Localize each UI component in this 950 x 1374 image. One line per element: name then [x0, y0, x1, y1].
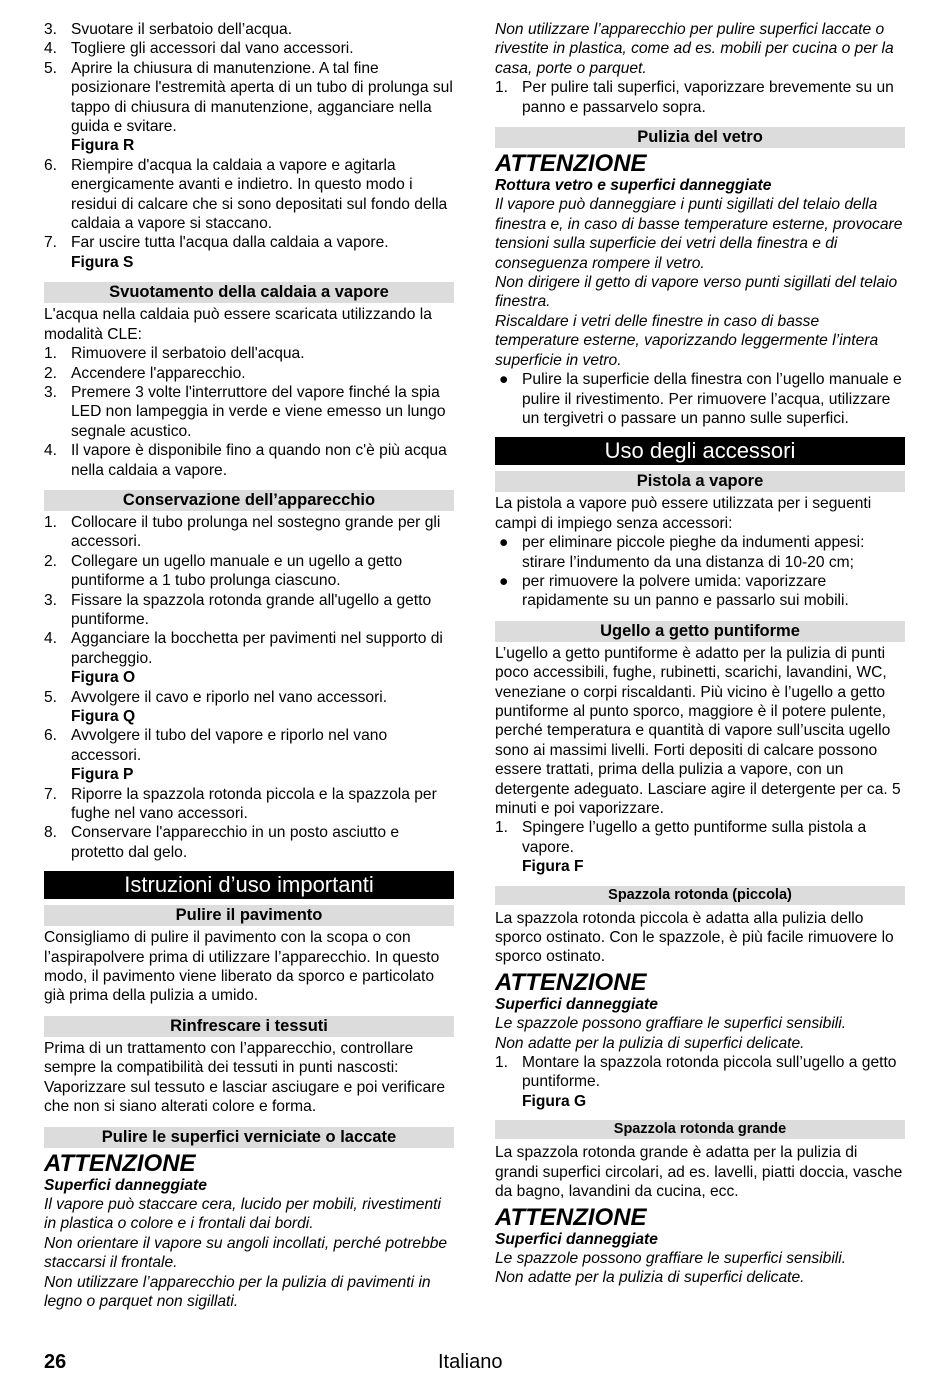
steps-list: [44, 344, 454, 480]
steps-list: [495, 78, 905, 117]
list-number: 1.: [495, 819, 509, 837]
list-item: [495, 78, 905, 117]
list-number: 1.: [44, 513, 58, 531]
list-number: 5.: [44, 59, 58, 77]
bullet-icon: ●: [499, 572, 509, 590]
steps-list: [495, 1053, 905, 1111]
list-number: 7.: [44, 785, 58, 803]
list-item-text: Svuotare il serbatoio dell’acqua.: [71, 21, 293, 38]
list-item: [44, 629, 454, 687]
list-item-text: Collegare un ugello manuale e un ugello a getto puntiforme a 1 tubo prolunga ciascuno.: [71, 552, 403, 590]
list-item: [44, 513, 454, 552]
list-item-text: Aprire la chiusura di manutenzione. A tal fine posizionare l'estremità aperta di un tubo di prolunga sul tappo di chiusura di manutenzione, agganciare nella guida e svitare.: [71, 59, 453, 136]
list-item-text: Fissare la spazzola rotonda grande all'ugello a getto puntiforme.: [71, 591, 432, 628]
list-number: 6.: [44, 727, 58, 745]
warning-subtitle: Superfici danneggiate: [495, 995, 658, 1013]
warning-heading: ATTENZIONE: [44, 1149, 196, 1177]
steps-list: [44, 513, 454, 862]
steps-list: [495, 818, 905, 876]
figure-reference: Figura O: [71, 669, 136, 687]
list-number: 1.: [495, 79, 509, 97]
list-item-text: Montare la spazzola rotonda piccola sull’ugello a getto puntiforme.: [522, 1054, 897, 1091]
subsection-title-spazzola-piccola: Spazzola rotonda (piccola): [495, 886, 905, 905]
figure-reference: Figura P: [71, 766, 134, 784]
list-item-text: Spingere l’ugello a getto puntiforme sulla pistola a vapore.: [522, 819, 867, 856]
bullet-item: [495, 533, 905, 572]
chapter-title-istruzioni: Istruzioni d’uso importanti: [44, 871, 454, 899]
subsection-title-spazzola-grande: Spazzola rotonda grande: [495, 1120, 905, 1139]
list-number: 7.: [44, 234, 58, 252]
figure-reference: Figura G: [522, 1092, 587, 1110]
list-item: [495, 818, 905, 876]
warning-text: Non adatte per la pulizia di superfici delicate.: [495, 1269, 805, 1287]
paragraph: La spazzola rotonda grande è adatta per la pulizia di grandi superfici circolari, ad es. lavelli, piatti doccia, vasche da bagno, lavandini da cucina, ecc.: [495, 1144, 903, 1201]
list-number: 8.: [44, 824, 58, 842]
bullet-list: [495, 533, 905, 611]
warning-text: Il vapore può danneggiare i punti sigillati del telaio della finestra e, in caso di basse temperature esterne, provocare tensioni sulla superficie dei vetri della finestra e di conseguenza rompere il vetro.: [495, 196, 903, 272]
warning-text: Non dirigere il getto di vapore verso punti sigillati del telaio finestra.: [495, 274, 898, 311]
list-item: [44, 591, 454, 630]
bullet-text: per eliminare piccole pieghe da indumenti appesi: stirare l’indumento da una distanza di 10-20 cm;: [522, 534, 865, 571]
chapter-title-uso-accessori: Uso degli accessori: [495, 437, 905, 465]
list-item: [44, 233, 454, 272]
warning-heading: ATTENZIONE: [495, 150, 647, 178]
bullet-text: Pulire la superficie della finestra con l’ugello manuale e pulire il rivestimento. Per rimuovere l’acqua, utilizzare un tergivetri o passare un panno sulle superfici.: [522, 371, 902, 427]
list-item-text: Riempire d'acqua la caldaia a vapore e agitarla energicamente avanti e indietro. In questo modo i residui di calcare che si sono depositati sul fondo della caldaia a vapore si staccano.: [71, 156, 448, 233]
list-number: 4.: [44, 442, 58, 460]
list-number: 3.: [44, 591, 58, 609]
list-item: [44, 785, 454, 824]
list-item: [44, 441, 454, 480]
list-item: [44, 688, 454, 727]
list-number: 1.: [44, 345, 58, 363]
paragraph: Consigliamo di pulire il pavimento con la scopa o con l’aspirapolvere prima di utilizzare l’apparecchio. In questo modo, il pavimento viene liberato da sporco e particolato già prima della pulizia a umido.: [44, 929, 440, 1005]
bullet-icon: ●: [499, 534, 509, 552]
warning-text: Non utilizzare l’apparecchio per pulire superfici laccate o rivestite in plastica, come ad es. mobili per cucina o per la casa, porte o parquet.: [495, 21, 894, 77]
list-number: 5.: [44, 688, 58, 706]
list-number: 4.: [44, 40, 58, 58]
list-item-text: Riporre la spazzola rotonda piccola e la spazzola per fughe nel vano accessori.: [71, 785, 437, 823]
figure-reference: Figura S: [71, 253, 134, 271]
list-item: [44, 59, 454, 156]
paragraph: La spazzola rotonda piccola è adatta alla pulizia dello sporco ostinato. Con le spazzole, è più facile rimuovere lo sporco ostinato.: [495, 909, 894, 966]
language-label: Italiano: [438, 1351, 503, 1373]
warning-heading: ATTENZIONE: [495, 968, 647, 996]
list-item: [44, 726, 454, 784]
list-number: 6.: [44, 156, 58, 174]
warning-text: Le spazzole possono graffiare le superfici sensibili.: [495, 1015, 847, 1033]
list-item: [44, 552, 454, 591]
list-item-text: Accendere l'apparecchio.: [71, 364, 246, 382]
warning-subtitle: Superfici danneggiate: [44, 1176, 207, 1194]
list-item: [44, 383, 454, 441]
section-title-pavimento: Pulire il pavimento: [44, 905, 454, 926]
list-item-text: Avvolgere il tubo del vapore e riporlo nel vano accessori.: [71, 727, 388, 764]
list-item-text: Rimuovere il serbatoio dell'acqua.: [71, 345, 305, 363]
figure-reference: Figura Q: [71, 708, 136, 725]
list-item: [44, 20, 454, 39]
warning-text: Riscaldare i vetri delle finestre in caso di basse temperature esterne, vaporizzando leggermente l’intera superficie in vetro.: [495, 312, 879, 369]
list-item-text: Conservare l'apparecchio in un posto asciutto e protetto dal gelo.: [71, 824, 400, 861]
bullet-text: per rimuovere la polvere umida: vaporizzare rapidamente su un panno e passarlo sui mobili.: [522, 572, 849, 610]
warning-heading: ATTENZIONE: [495, 1203, 647, 1231]
list-number: 3.: [44, 383, 58, 401]
list-item: [44, 344, 454, 363]
section-title-ugello: Ugello a getto puntiforme: [495, 621, 905, 642]
paragraph: Prima di un trattamento con l’apparecchio, controllare sempre la compatibilità dei tessuti in punti nascosti: Vaporizzare sul tessuto e lasciar asciugare e poi verificare che non si siano alterati colore e forma.: [44, 1039, 446, 1116]
bullet-icon: ●: [499, 371, 509, 389]
section-title-pistola: Pistola a vapore: [495, 471, 905, 492]
list-number: 1.: [495, 1054, 509, 1072]
list-number: 2.: [44, 552, 58, 570]
list-item-text: Avvolgere il cavo e riporlo nel vano accessori.: [71, 688, 388, 706]
list-item-text: Il vapore è disponibile fino a quando non c'è più acqua nella caldaia a vapore.: [71, 442, 447, 479]
list-item-text: Agganciare la bocchetta per pavimenti nel supporto di parcheggio.: [71, 630, 443, 667]
paragraph: L’ugello a getto puntiforme è adatto per la pulizia di punti poco accessibili, fughe, rubinetti, scarichi, lavandini, WC, veneziane o corpi riscaldanti. Più vicino è l’ugello a getto puntiforme al punto sporco, maggiore è il potere pulente, perché temperatura e quantità di vapore sull’uscita ugello sono ai massimi livelli. Forti depositi di calcare possono essere trattati, prima della pulizia a vapore, con un detergente adeguato. Lasciare agire il detergente per ca. 5 minuti e poi vaporizzare.: [495, 644, 901, 817]
figure-reference: Figura R: [71, 137, 135, 155]
figure-reference: Figura F: [522, 858, 584, 876]
bullet-list: [495, 370, 905, 428]
list-item: [44, 39, 454, 58]
warning-subtitle: Superfici danneggiate: [495, 1230, 658, 1248]
list-item-text: Collocare il tubo prolunga nel sostegno grande per gli accessori.: [71, 513, 441, 551]
list-item: [44, 823, 454, 862]
list-item-text: Togliere gli accessori dal vano accessori.: [71, 40, 354, 58]
list-number: 4.: [44, 630, 58, 648]
section-title-superfici-verniciate: Pulire le superfici verniciate o laccate: [44, 1127, 454, 1148]
list-number: 3.: [44, 21, 58, 38]
warning-text: Non orientare il vapore su angoli incollati, perché potrebbe staccarsi il frontale.: [44, 1234, 448, 1272]
steps-list: [44, 20, 454, 272]
warning-text: Non adatte per la pulizia di superfici delicate.: [495, 1034, 805, 1052]
warning-text: Non utilizzare l’apparecchio per la pulizia di pavimenti in legno o parquet non sigillati.: [44, 1273, 431, 1310]
warning-text: Le spazzole possono graffiare le superfici sensibili.: [495, 1249, 847, 1267]
paragraph: La pistola a vapore può essere utilizzata per i seguenti campi di impiego senza accessori:: [495, 495, 872, 532]
list-item: [495, 1053, 905, 1111]
section-title-vetro: Pulizia del vetro: [495, 127, 905, 148]
right-column: [495, 20, 905, 1288]
list-item-text: Far uscire tutta l'acqua dalla caldaia a vapore.: [71, 234, 389, 252]
warning-subtitle: Rottura vetro e superfici danneggiate: [495, 177, 772, 195]
section-title-svuotamento: Svuotamento della caldaia a vapore: [44, 282, 454, 303]
list-item: [44, 156, 454, 234]
left-column: [44, 20, 454, 1311]
list-item-text: Premere 3 volte l'interruttore del vapore finché la spia LED non lampeggia in verde e viene emesso un lungo segnale acustico.: [71, 383, 446, 440]
warning-text: Il vapore può staccare cera, lucido per mobili, rivestimenti in plastica o colore e i frontali dai bordi.: [44, 1195, 441, 1233]
bullet-item: [495, 370, 905, 428]
list-number: 2.: [44, 364, 58, 382]
section-title-conservazione: Conservazione dell’apparecchio: [44, 490, 454, 511]
list-item: [44, 364, 454, 383]
list-item-text: Per pulire tali superfici, vaporizzare brevemente su un panno e passarvelo sopra.: [522, 79, 894, 116]
section-title-tessuti: Rinfrescare i tessuti: [44, 1016, 454, 1037]
paragraph: L'acqua nella caldaia può essere scaricata utilizzando la modalità CLE:: [44, 306, 432, 343]
bullet-item: [495, 572, 905, 611]
page-number: 26: [44, 1351, 67, 1373]
